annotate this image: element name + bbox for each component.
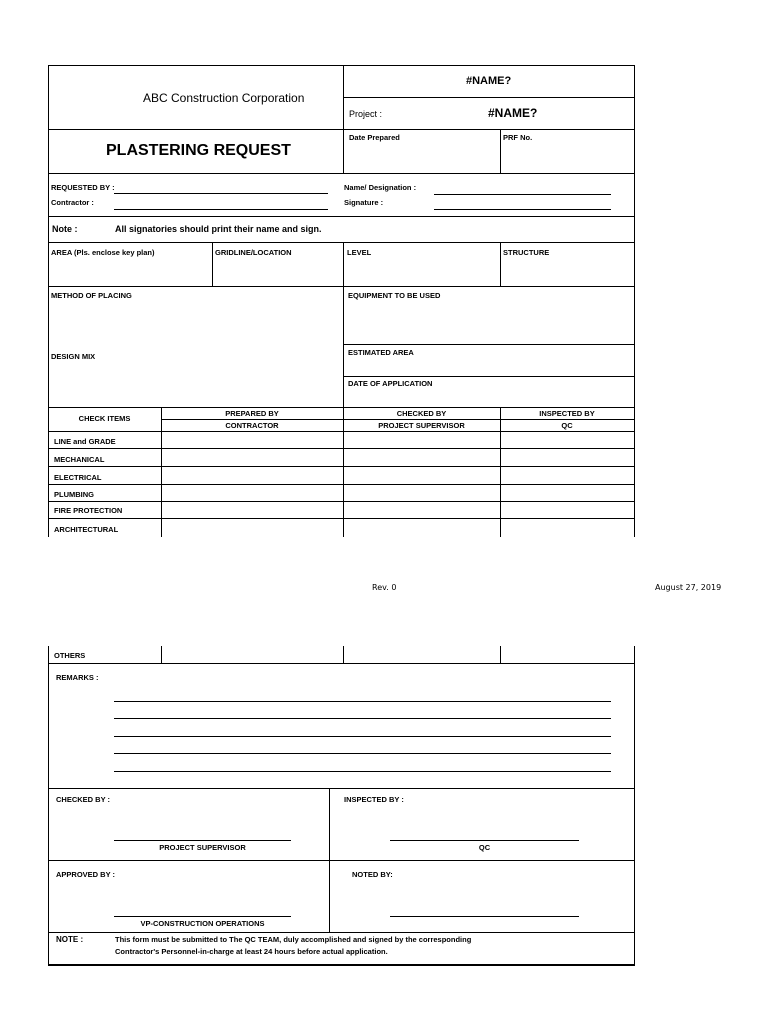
project-supervisor-subheader: PROJECT SUPERVISOR xyxy=(378,421,465,430)
estimated-area-bottom-line xyxy=(343,376,634,377)
checked-by-label: CHECKED BY : xyxy=(56,795,111,804)
contractor-subheader: CONTRACTOR xyxy=(225,421,279,430)
others-col-3 xyxy=(500,646,501,663)
inspected-by-header: INSPECTED BY xyxy=(539,409,595,418)
structure-divider xyxy=(500,242,501,286)
remarks-line xyxy=(114,736,611,737)
name-designation-label: Name/ Designation : xyxy=(344,183,417,192)
qc-label: QC xyxy=(478,843,491,852)
border-left xyxy=(48,646,49,966)
remarks-line xyxy=(114,701,611,702)
company-name: ABC Construction Corporation xyxy=(143,91,305,105)
prf-no-label: PRF No. xyxy=(503,133,533,142)
area-divider xyxy=(212,242,213,286)
noted-by-signature-line xyxy=(390,916,579,917)
others-col-1 xyxy=(161,646,162,663)
center-divider xyxy=(343,242,344,408)
border-right xyxy=(634,646,635,966)
check-row-label: ARCHITECTURAL xyxy=(54,525,119,534)
note-label: Note : xyxy=(52,224,78,234)
area-bottom-line xyxy=(48,286,635,287)
date-application-label: DATE OF APPLICATION xyxy=(348,379,433,388)
table-row-line xyxy=(48,484,635,485)
signature-label: Signature : xyxy=(344,198,384,207)
border-top xyxy=(48,65,635,66)
note-text: All signatories should print their name and sign. xyxy=(115,224,322,234)
prf-divider xyxy=(500,129,501,173)
gridline-label: GRIDLINE/LOCATION xyxy=(215,248,292,257)
form-title: PLASTERING REQUEST xyxy=(106,142,291,159)
qc-subheader: QC xyxy=(561,421,573,430)
table-header-bottom-line xyxy=(48,431,635,432)
header-bottom-line xyxy=(48,129,635,130)
check-row-label: LINE and GRADE xyxy=(54,437,116,446)
date-prepared-label: Date Prepared xyxy=(349,133,400,142)
inspected-by-signature-line xyxy=(390,840,579,841)
name-designation-line xyxy=(434,194,611,195)
table-row-line xyxy=(48,518,635,519)
table-row-line xyxy=(48,466,635,467)
contractor-line xyxy=(114,209,328,210)
header-split-line xyxy=(343,97,634,98)
equipment-label: EQUIPMENT TO BE USED xyxy=(348,291,441,300)
vp-construction-label: VP-CONSTRUCTION OPERATIONS xyxy=(140,919,265,928)
footer-date: August 27, 2019 xyxy=(655,583,722,592)
requested-by-line xyxy=(114,193,328,194)
checked-by-header: CHECKED BY xyxy=(396,409,447,418)
note-line-1: This form must be submitted to The QC TEAM, duly accomplished and signed by the corresponding xyxy=(115,935,472,944)
structure-label: STRUCTURE xyxy=(503,248,550,257)
revision-label: Rev. 0 xyxy=(372,583,397,592)
method-label: METHOD OF PLACING xyxy=(51,291,132,300)
others-label: OTHERS xyxy=(54,651,86,660)
check-row-label: PLUMBING xyxy=(54,490,94,499)
check-row-label: MECHANICAL xyxy=(54,455,105,464)
design-mix-label: DESIGN MIX xyxy=(51,352,96,361)
prepared-by-header: PREPARED BY xyxy=(225,409,279,418)
border-bottom xyxy=(48,964,635,966)
requested-by-label: REQUESTED BY : xyxy=(51,183,115,192)
title-bottom-line xyxy=(48,173,635,174)
table-row-line xyxy=(48,448,635,449)
remarks-line xyxy=(114,718,611,719)
estimated-area-label: ESTIMATED AREA xyxy=(348,348,414,357)
remarks-bottom-line xyxy=(48,788,635,789)
project-value: #NAME? xyxy=(488,106,538,120)
check-row-label: FIRE PROTECTION xyxy=(54,506,123,515)
contractor-label: Contractor : xyxy=(51,198,94,207)
table-top-line xyxy=(48,407,635,408)
remarks-line xyxy=(114,753,611,754)
checked-bottom-line xyxy=(48,860,635,861)
equipment-bottom-line xyxy=(343,344,634,345)
noted-by-label: NOTED BY: xyxy=(352,870,393,879)
remarks-line xyxy=(114,771,611,772)
project-label: Project : xyxy=(349,109,383,119)
others-bottom-line xyxy=(48,663,635,664)
check-row-label: ELECTRICAL xyxy=(54,473,102,482)
top-name-value: #NAME? xyxy=(466,75,512,87)
note-bottom-line xyxy=(48,242,635,243)
inspected-by-label: INSPECTED BY : xyxy=(344,795,404,804)
requested-bottom-line xyxy=(48,216,635,217)
project-supervisor-label: PROJECT SUPERVISOR xyxy=(159,843,246,852)
header-divider xyxy=(343,65,344,173)
approved-by-signature-line xyxy=(114,916,291,917)
area-label: AREA (Pls. enclose key plan) xyxy=(51,248,155,257)
table-row-line xyxy=(48,501,635,502)
table-subheader-line xyxy=(161,419,634,420)
approved-bottom-line xyxy=(48,932,635,933)
approved-by-label: APPROVED BY : xyxy=(56,870,116,879)
note-line-2: Contractor's Personnel-in-charge at least 24 hours before actual application. xyxy=(115,947,388,956)
check-items-header: CHECK ITEMS xyxy=(78,414,131,423)
remarks-label: REMARKS : xyxy=(56,673,99,682)
signature-line xyxy=(434,209,611,210)
checked-by-signature-line xyxy=(114,840,291,841)
others-col-2 xyxy=(343,646,344,663)
note-label: NOTE : xyxy=(56,935,84,944)
level-label: LEVEL xyxy=(347,248,372,257)
